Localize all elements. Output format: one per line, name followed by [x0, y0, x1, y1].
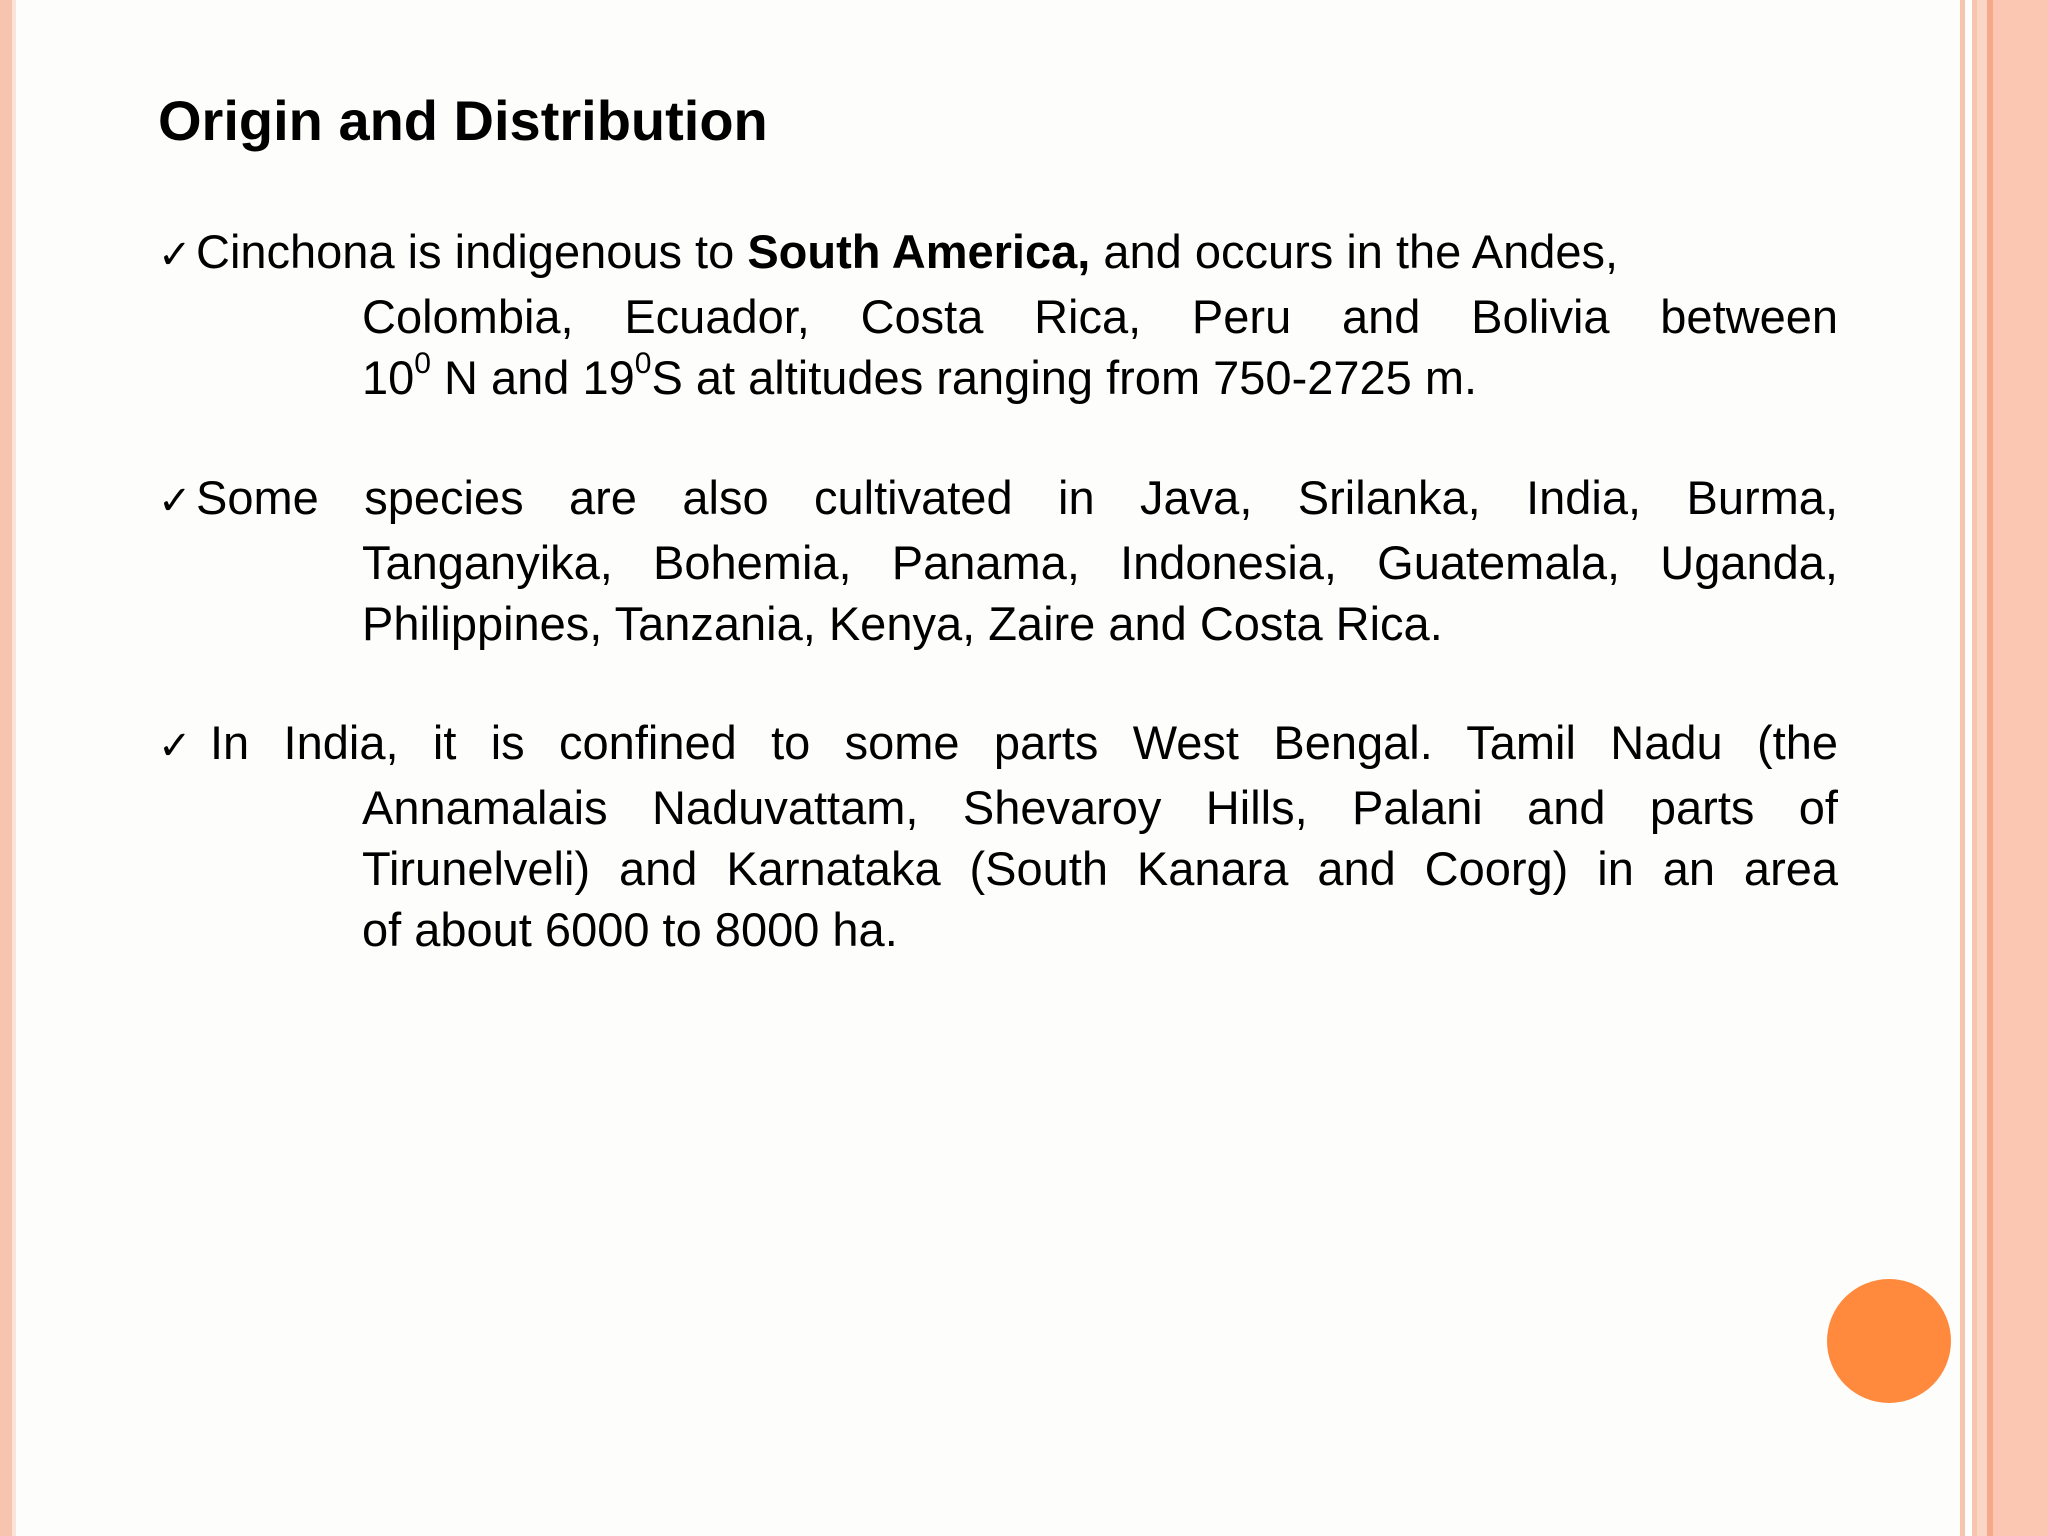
bullet-line: Philippines, Tanzania, Kenya, Zaire and Costa Rica. [362, 597, 1443, 650]
bullet-line [158, 347, 1838, 408]
bullet-text: Cinchona is indigenous to [196, 225, 748, 278]
checkmark-icon: ✓ [158, 723, 192, 769]
bullet-text: and occurs in the Andes, [1090, 225, 1619, 278]
bullet-text: N and 19 [430, 351, 635, 404]
bullet-text: 10 [362, 351, 415, 404]
bullet-line [158, 712, 1838, 777]
right-border-band [1993, 0, 2048, 1536]
bullet-origin [158, 221, 1838, 408]
checkmark-icon: ✓ [158, 478, 192, 524]
bullet-bold-text: South America, [747, 225, 1091, 278]
checkmark-icon: ✓ [158, 232, 192, 278]
superscript: 0 [414, 347, 431, 381]
bullet-line [158, 467, 1838, 532]
bullet-line: Tirunelveli) and Karnataka (South Kanara and Coorg) in an area [362, 842, 1838, 895]
bullet-line: of about 6000 to 8000 ha. [362, 903, 898, 956]
bullet-text: In India, it is confined to some parts West Bengal. Tamil Nadu (the [210, 716, 1838, 769]
left-border-stripe [0, 0, 12, 1536]
bullet-line [158, 221, 1838, 286]
bullet-line: Colombia, Ecuador, Costa Rica, Peru and Bolivia between [362, 290, 1838, 343]
bullet-text: S at altitudes ranging from 750-2725 m. [651, 351, 1478, 404]
bullet-cultivation [158, 467, 1838, 654]
bullet-line: Annamalais Naduvattam, Shevaroy Hills, Palani and parts of [362, 781, 1838, 834]
bullet-text: Some species are also cultivated in Java, Srilanka, India, Burma, [196, 471, 1838, 524]
orange-circle-decoration [1827, 1279, 1951, 1403]
right-border-stripe [1977, 0, 1987, 1536]
superscript: 0 [634, 347, 652, 381]
bullet-line: Tanganyika, Bohemia, Panama, Indonesia, Guatemala, Uganda, [362, 536, 1838, 589]
bullet-india [158, 712, 1838, 960]
left-border-stripe-inner [12, 0, 16, 1536]
right-border-gap [1965, 0, 1972, 1536]
slide-title: Origin and Distribution [158, 89, 768, 152]
